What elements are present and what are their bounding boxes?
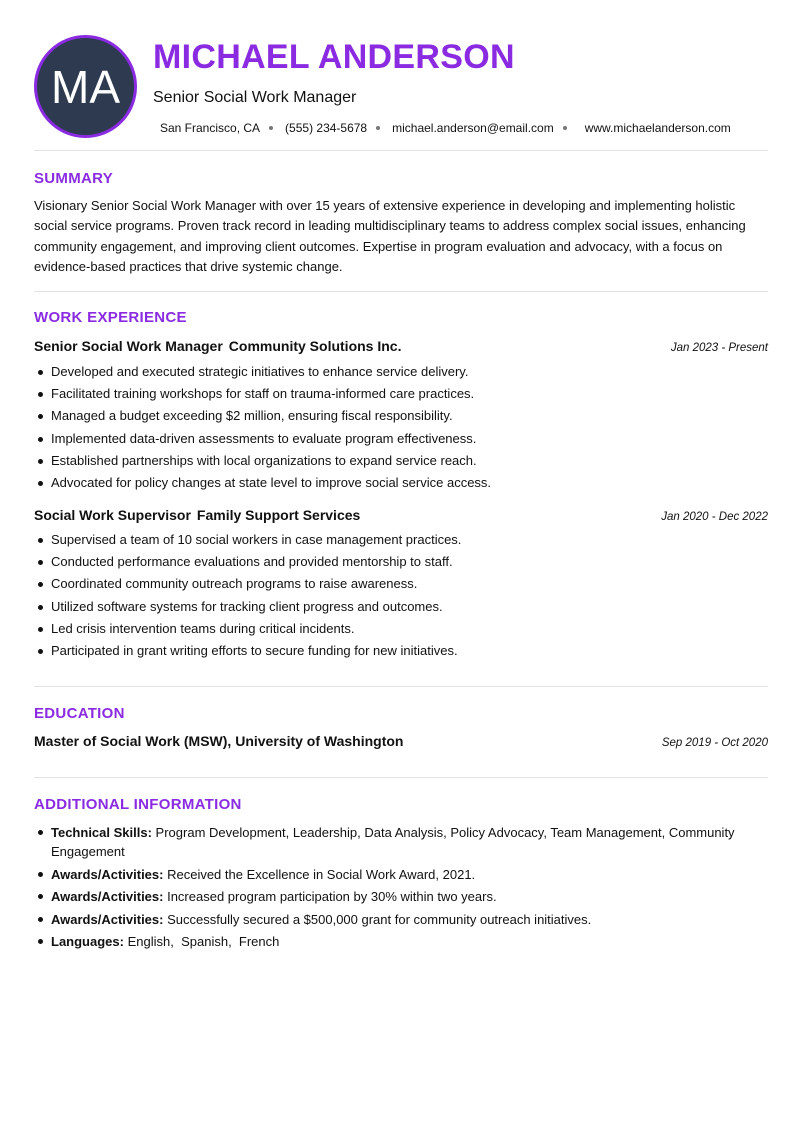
divider (34, 686, 768, 687)
divider (34, 150, 768, 151)
candidate-role: Senior Social Work Manager (153, 89, 357, 106)
info-label: Awards/Activities: (51, 866, 164, 882)
list-item (34, 865, 768, 884)
job-header (34, 338, 768, 354)
contact-website[interactable]: www.michaelanderson.com (584, 121, 731, 135)
divider (34, 291, 768, 292)
job-title-line (34, 507, 360, 523)
separator-dot (269, 126, 273, 130)
summary-text: Visionary Senior Social Work Manager with over 15 years of extensive experience in developing and implementing holistic social service programs. Proven track record in leading multidisciplinary teams to address complex social issues, enhancing community engagement, and improving client outcomes. Expertise in program evaluation and advocacy, with a focus on evidence-based practices that drive systemic change. (34, 198, 746, 274)
list-item: Advocated for policy changes at state level to improve social service access. (34, 475, 768, 497)
list-item: Participated in grant writing efforts to secure funding for new initiatives. (34, 643, 768, 665)
list-item: Managed a budget exceeding $2 million, ensuring fiscal responsibility. (34, 408, 768, 430)
list-item: Developed and executed strategic initiatives to enhance service delivery. (34, 364, 768, 386)
section-title-education: EDUCATION (34, 705, 125, 722)
languages-list (128, 934, 280, 949)
info-text: Program Development, Leadership, Data Analysis, Policy Advocacy, Team Management, Community Engagement (51, 825, 735, 859)
language: , French (228, 934, 279, 949)
job-title-line (34, 338, 401, 354)
section-title-additional: ADDITIONAL INFORMATION (34, 796, 242, 813)
job-date: Jan 2020 - Dec 2022 (661, 511, 768, 523)
avatar-initials: MA (51, 60, 120, 113)
contact-email[interactable]: michael.anderson@email.com (392, 121, 554, 135)
education-date: Sep 2019 - Oct 2020 (661, 737, 768, 749)
section-title-experience: WORK EXPERIENCE (34, 309, 187, 326)
list-item: Utilized software systems for tracking client progress and outcomes. (34, 599, 768, 621)
job-title: Social Work Supervisor (34, 507, 191, 523)
avatar (34, 35, 137, 138)
list-item (34, 887, 768, 906)
info-label: Awards/Activities: (51, 911, 164, 927)
list-item: Facilitated training workshops for staff on trauma-informed care practices. (34, 386, 768, 408)
list-item (34, 823, 768, 861)
job-header (34, 507, 768, 523)
list-item (34, 932, 768, 951)
contact-location: San Francisco, CA (160, 121, 261, 135)
info-label: Awards/Activities: (51, 889, 164, 904)
divider (34, 777, 768, 778)
job-company: Community Solutions Inc. (228, 338, 402, 354)
list-item: Coordinated community outreach programs to raise awareness. (34, 576, 768, 598)
education-degree: Master of Social Work (MSW), University of Washington (34, 733, 404, 749)
education-entry (34, 733, 768, 749)
separator-dot (376, 126, 380, 130)
contact-phone: (555) 234-5678 (285, 121, 368, 135)
contact-info (160, 121, 731, 135)
info-label: Languages: (51, 934, 124, 949)
language: English (127, 934, 171, 949)
list-item: Led crisis intervention teams during critical incidents. (34, 621, 768, 643)
job-date: Jan 2023 - Present (670, 342, 768, 354)
section-title-summary: SUMMARY (34, 170, 114, 187)
info-text: Successfully secured a $500,000 grant for community outreach initiatives. (167, 911, 592, 927)
job-bullets (34, 532, 768, 665)
list-item: Implemented data-driven assessments to evaluate program effectiveness. (34, 431, 768, 453)
list-item: Conducted performance evaluations and provided mentorship to staff. (34, 554, 768, 576)
resume-header (0, 0, 800, 150)
info-text: Received the Excellence in Social Work Award, 2021. (167, 866, 476, 882)
separator-dot (563, 126, 567, 130)
additional-list (34, 823, 768, 955)
job-title: Senior Social Work Manager (34, 338, 223, 354)
candidate-name: MICHAEL ANDERSON (153, 38, 515, 76)
job-bullets (34, 364, 768, 497)
job-company: Family Support Services (196, 507, 361, 523)
list-item: Supervised a team of 10 social workers in case management practices. (34, 532, 768, 554)
list-item: Established partnerships with local organizations to expand service reach. (34, 453, 768, 475)
language: , Spanish (170, 934, 228, 949)
list-item (34, 910, 768, 929)
info-label: Technical Skills: (51, 825, 152, 840)
info-text: Increased program participation by 30% within two years. (167, 889, 497, 904)
